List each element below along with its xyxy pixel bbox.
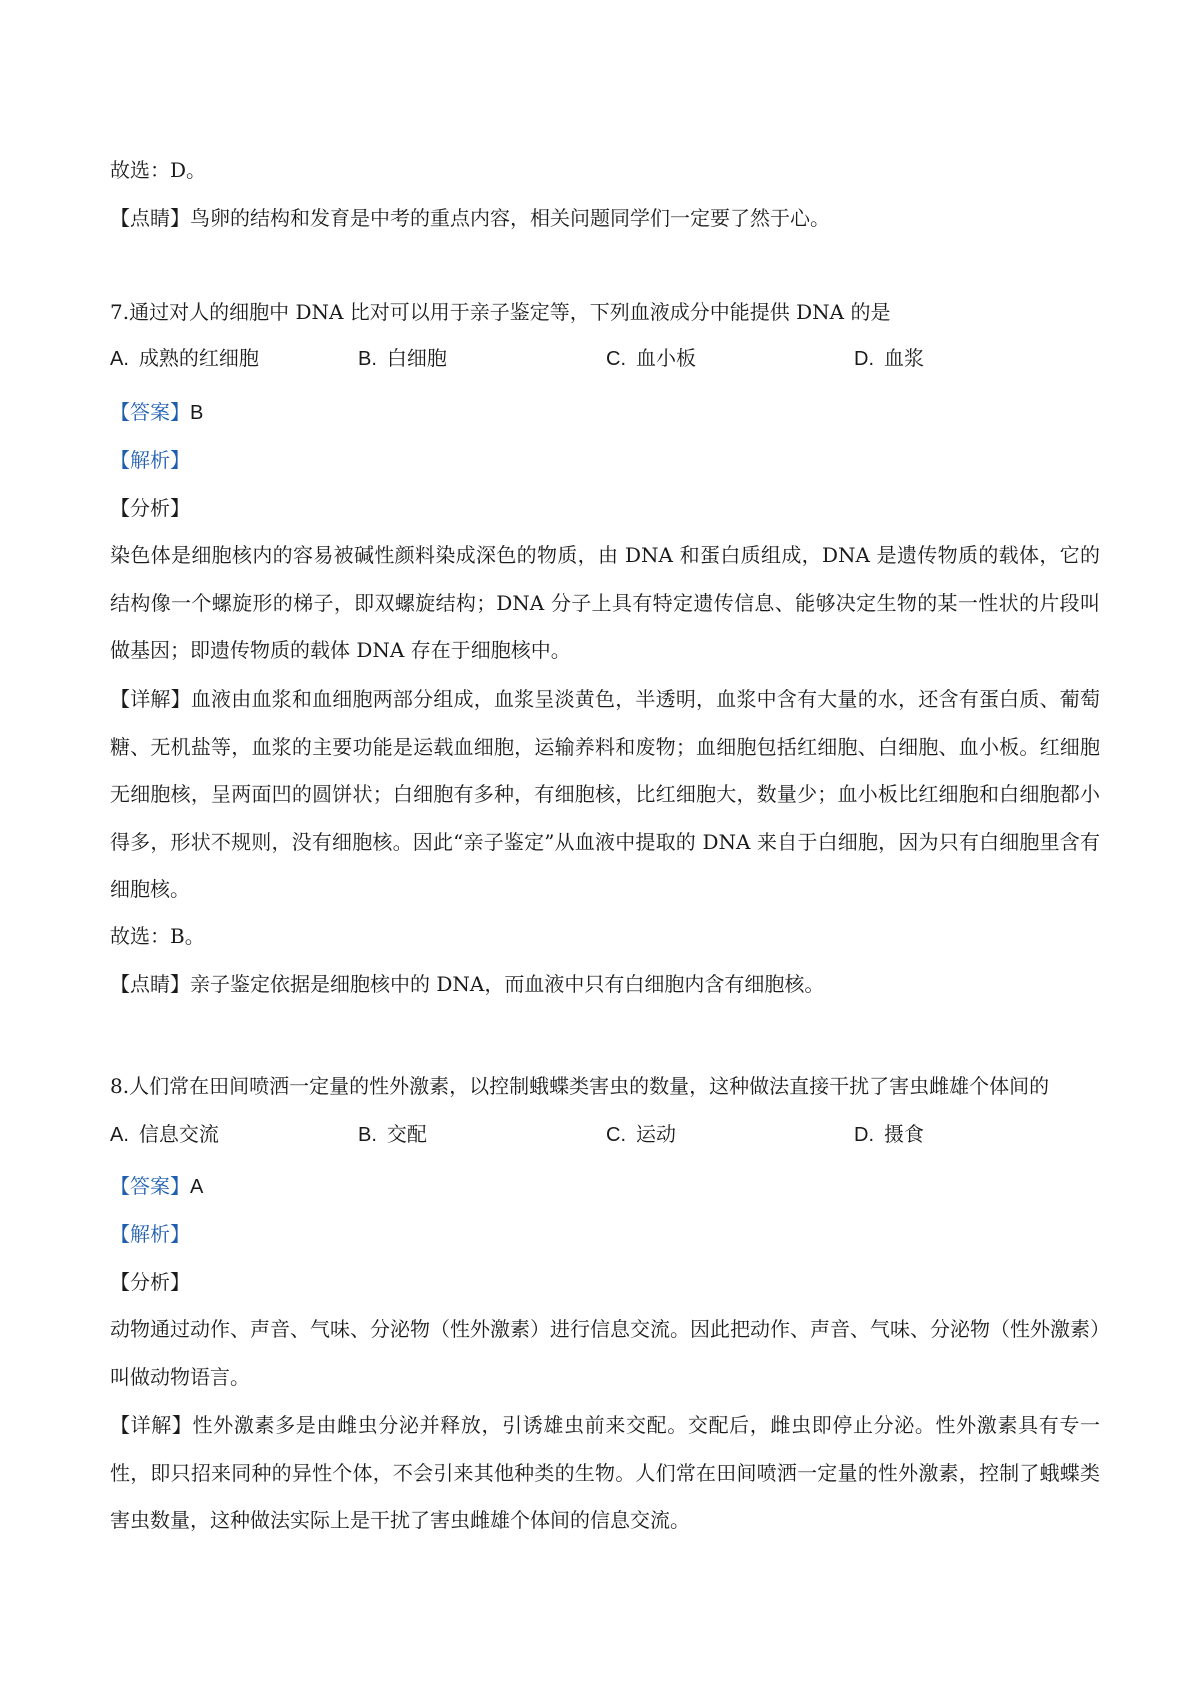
q8-option-b [358, 1122, 427, 1147]
answer-value: B [190, 402, 204, 424]
q7-option-c [606, 346, 696, 371]
q7-question: 7.通过对人的细胞中 DNA 比对可以用于亲子鉴定等，下列血液成分中能提供 DNA 的是 [110, 300, 891, 324]
option-text: 血浆 [884, 346, 924, 370]
option-letter: D. [854, 348, 874, 370]
q8-question: 8.人们常在田间喷洒一定量的性外激素，以控制蛾蝶类害虫的数量，这种做法直接干扰了害虫雌雄个体间的 [110, 1074, 1050, 1098]
option-letter: B. [358, 1124, 377, 1146]
q7-analysis-label: 【分析】 [110, 496, 190, 520]
option-text: 摄食 [884, 1122, 924, 1146]
option-letter: C. [606, 1124, 626, 1146]
option-letter: A. [110, 1124, 129, 1146]
q7-options [110, 346, 1100, 372]
option-text: 信息交流 [138, 1122, 219, 1146]
q7-option-b [358, 346, 447, 371]
q8-option-d [854, 1122, 924, 1147]
q7-explanation-label: 【解析】 [110, 448, 190, 472]
answer-value: A [190, 1176, 204, 1198]
q7-option-d [854, 346, 924, 371]
q7-detail-text: 【详解】血液由血浆和血细胞两部分组成，血浆呈淡黄色，半透明，血浆中含有大量的水，还含有蛋白质、葡萄糖、无机盐等，血浆的主要功能是运载血细胞，运输养料和废物；血细胞包括红细胞、白细胞、血小板。红细胞无细胞核，呈两面凹的圆饼状；白细胞有多种，有细胞核，比红细胞大，数量少；血小板比红细胞和白细胞都小得多，形状不规则，没有细胞核。因此“亲子鉴定”从血液中提取的 DNA 来自于白细胞，因为只有白细胞里含有细胞核。 [110, 687, 1100, 901]
option-text: 交配 [386, 1122, 427, 1146]
q8-answer [110, 1174, 1100, 1199]
answer-label: 【答案】 [110, 1174, 190, 1198]
q7-answer [110, 400, 1100, 425]
option-text: 血小板 [636, 346, 696, 370]
q7-analysis-text: 染色体是细胞核内的容易被碱性颜料染成深色的物质，由 DNA 和蛋白质组成，DNA 是遗传物质的载体，它的结构像一个螺旋形的梯子，即双螺旋结构；DNA 分子上具有特定遗传信息、能够决定生物的某一性状的片段叫做基因；即遗传物质的载体 DNA 存在于细胞核中。 [110, 543, 1100, 662]
q8-detail-text: 【详解】性外激素多是由雌虫分泌并释放，引诱雄虫前来交配。交配后，雌虫即停止分泌。性外激素具有专一性，即只招来同种的异性个体，不会引来其他种类的生物。人们常在田间喷洒一定量的性外激素，控制了蛾蝶类害虫数量，这种做法实际上是干扰了害虫雌雄个体间的信息交流。 [110, 1413, 1100, 1532]
q6-answer-choice: 故选：D。 [110, 158, 207, 182]
q8-analysis-label: 【分析】 [110, 1270, 190, 1294]
q7-remark: 【点睛】亲子鉴定依据是细胞核中的 DNA，而血液中只有白细胞内含有细胞核。 [110, 972, 825, 996]
option-text: 成熟的红细胞 [138, 346, 259, 370]
q6-remark: 【点睛】鸟卵的结构和发育是中考的重点内容，相关问题同学们一定要了然于心。 [110, 206, 830, 230]
option-text: 白细胞 [386, 346, 447, 370]
q7-answer-choice: 故选：B。 [110, 924, 205, 948]
option-letter: A. [110, 348, 129, 370]
q7-option-a [110, 346, 259, 371]
option-letter: D. [854, 1124, 874, 1146]
q8-explanation-label: 【解析】 [110, 1222, 190, 1246]
option-letter: B. [358, 348, 377, 370]
q8-options [110, 1122, 1100, 1148]
option-text: 运动 [636, 1122, 676, 1146]
q8-option-c [606, 1122, 676, 1147]
q8-option-a [110, 1122, 219, 1147]
q8-analysis-text: 动物通过动作、声音、气味、分泌物（性外激素）进行信息交流。因此把动作、声音、气味、分泌物（性外激素）叫做动物语言。 [110, 1317, 1100, 1389]
answer-label: 【答案】 [110, 400, 190, 424]
option-letter: C. [606, 348, 626, 370]
